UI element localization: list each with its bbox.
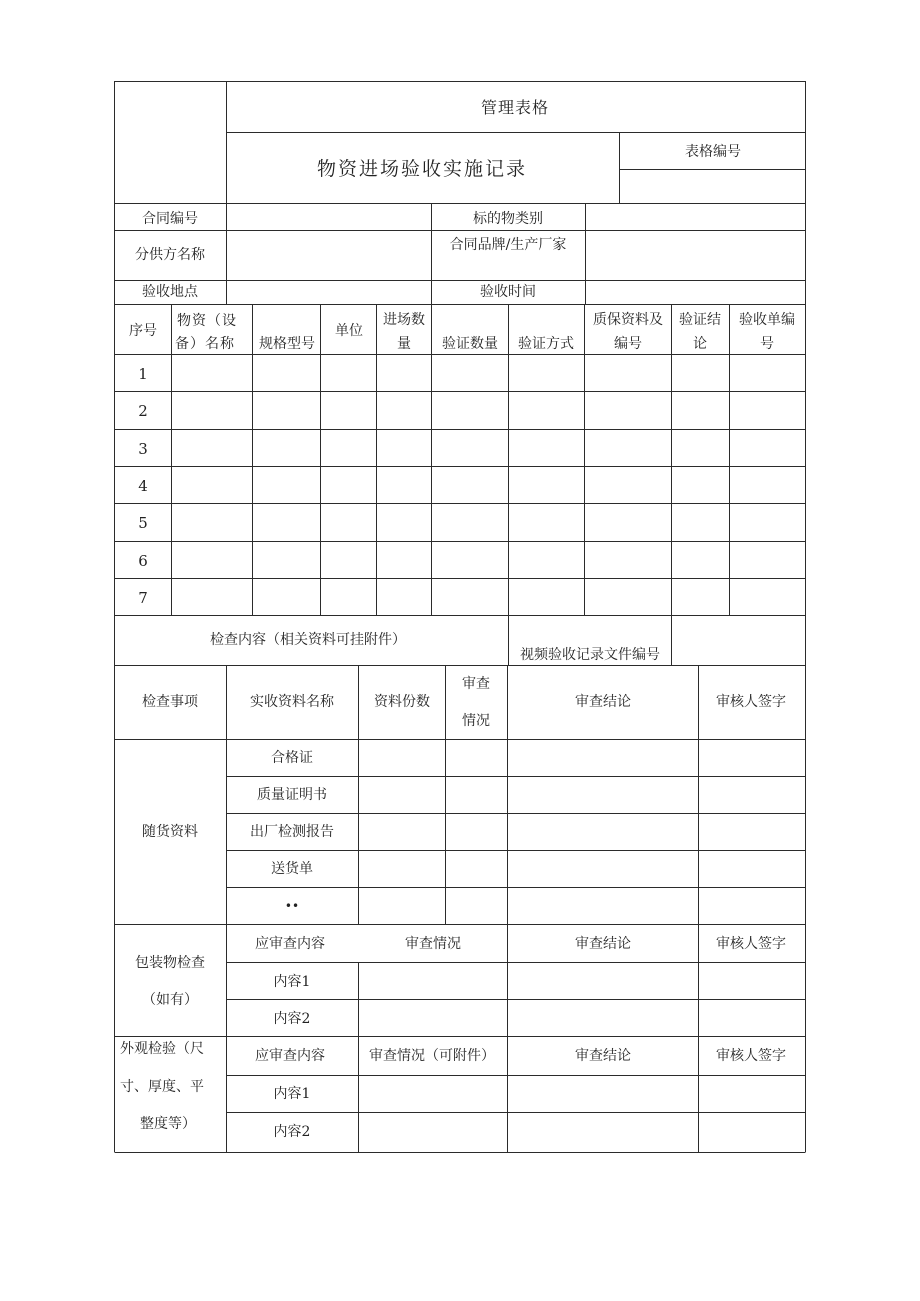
hdr-review-status-l2: 情况 xyxy=(462,713,490,729)
col-qty-verified: 验证数量 xyxy=(442,336,498,352)
col-spec: 规格型号 xyxy=(259,336,315,352)
appearance-item-1: 内容1 xyxy=(273,1086,311,1102)
col-quality-docs-l2: 编号 xyxy=(614,336,642,352)
time-field[interactable] xyxy=(587,282,804,303)
package-group-l1: 包装物检查 xyxy=(135,955,205,971)
location-label: 验收地点 xyxy=(142,284,198,300)
doc-quality-cert: 质量证明书 xyxy=(257,787,327,803)
contract-no-field[interactable] xyxy=(228,205,430,229)
hdr-check-item: 检查事项 xyxy=(142,694,198,710)
hdr-conclusion: 审查结论 xyxy=(575,694,631,710)
package-col-conclusion: 审查结论 xyxy=(575,936,631,952)
appearance-group-l1: 外观检验（尺 xyxy=(120,1041,204,1057)
col-qty-in-l1: 进场数 xyxy=(383,312,425,328)
row-number: 6 xyxy=(138,552,148,570)
appearance-group-l3: 整度等） xyxy=(140,1116,196,1132)
form-category: 管理表格 xyxy=(480,98,550,117)
material-category-field[interactable] xyxy=(587,205,804,229)
docs-group-label: 随货资料 xyxy=(142,824,198,840)
form-no-field[interactable] xyxy=(621,171,804,202)
package-col-status: 审查情况 xyxy=(405,936,461,952)
doc-delivery-note: 送货单 xyxy=(271,861,313,877)
col-verify-result-l2: 论 xyxy=(693,336,707,352)
row-number: 5 xyxy=(138,514,148,532)
col-quality-docs-l1: 质保资料及 xyxy=(593,312,663,328)
appearance-col-content: 应审查内容 xyxy=(255,1048,325,1064)
col-receipt-no-l2: 号 xyxy=(760,336,774,352)
appearance-item-2: 内容2 xyxy=(273,1124,311,1140)
doc-more: •• xyxy=(284,899,300,913)
appearance-col-signature: 审核人签字 xyxy=(716,1048,786,1064)
col-receipt-no-l1: 验收单编 xyxy=(739,312,795,328)
col-verify-result-l1: 验证结 xyxy=(679,312,721,328)
row-number: 1 xyxy=(138,365,148,383)
row-number: 2 xyxy=(138,402,148,420)
doc-factory-report: 出厂检测报告 xyxy=(250,824,334,840)
check-content-title: 检查内容（相关资料可挂附件） xyxy=(210,632,406,648)
appearance-group-l2: 寸、厚度、平 xyxy=(120,1079,204,1095)
hdr-doc-name: 实收资料名称 xyxy=(250,694,334,710)
row-number: 7 xyxy=(138,589,148,607)
appearance-col-status: 审查情况（可附件） xyxy=(369,1048,495,1064)
package-col-content: 应审查内容 xyxy=(255,936,325,952)
col-verify-method: 验证方式 xyxy=(518,336,574,352)
contract-no-label: 合同编号 xyxy=(142,211,198,227)
hdr-signature: 审核人签字 xyxy=(716,694,786,710)
row-number: 3 xyxy=(138,440,148,458)
form-title: 物资进场验收实施记录 xyxy=(316,158,528,180)
hdr-review-status-l1: 审查 xyxy=(462,676,490,692)
package-col-signature: 审核人签字 xyxy=(716,936,786,952)
col-seq: 序号 xyxy=(129,323,157,339)
material-category-label: 标的物类别 xyxy=(473,211,543,227)
location-field[interactable] xyxy=(228,282,430,303)
appearance-col-conclusion: 审查结论 xyxy=(575,1048,631,1064)
package-item-2: 内容2 xyxy=(273,1011,311,1027)
subcontractor-label: 分供方名称 xyxy=(135,247,205,263)
video-record-field[interactable] xyxy=(673,617,804,664)
subcontractor-field[interactable] xyxy=(228,232,430,279)
col-material-name-l1: 物资（设 xyxy=(177,313,237,329)
doc-certificate: 合格证 xyxy=(271,750,313,766)
package-item-1: 内容1 xyxy=(273,974,311,990)
package-group-l2: （如有） xyxy=(142,992,198,1008)
form-no-label: 表格编号 xyxy=(685,144,741,160)
col-qty-in-l2: 量 xyxy=(397,336,411,352)
brand-label: 合同品牌/生产厂家 xyxy=(449,237,567,253)
hdr-copies: 资料份数 xyxy=(374,694,430,710)
time-label: 验收时间 xyxy=(480,284,536,300)
col-unit: 单位 xyxy=(335,323,363,339)
row-number: 4 xyxy=(138,477,148,495)
video-record-label: 视频验收记录文件编号 xyxy=(520,647,660,663)
col-material-name-l2: 备）名称 xyxy=(175,336,235,352)
brand-field[interactable] xyxy=(587,232,804,279)
